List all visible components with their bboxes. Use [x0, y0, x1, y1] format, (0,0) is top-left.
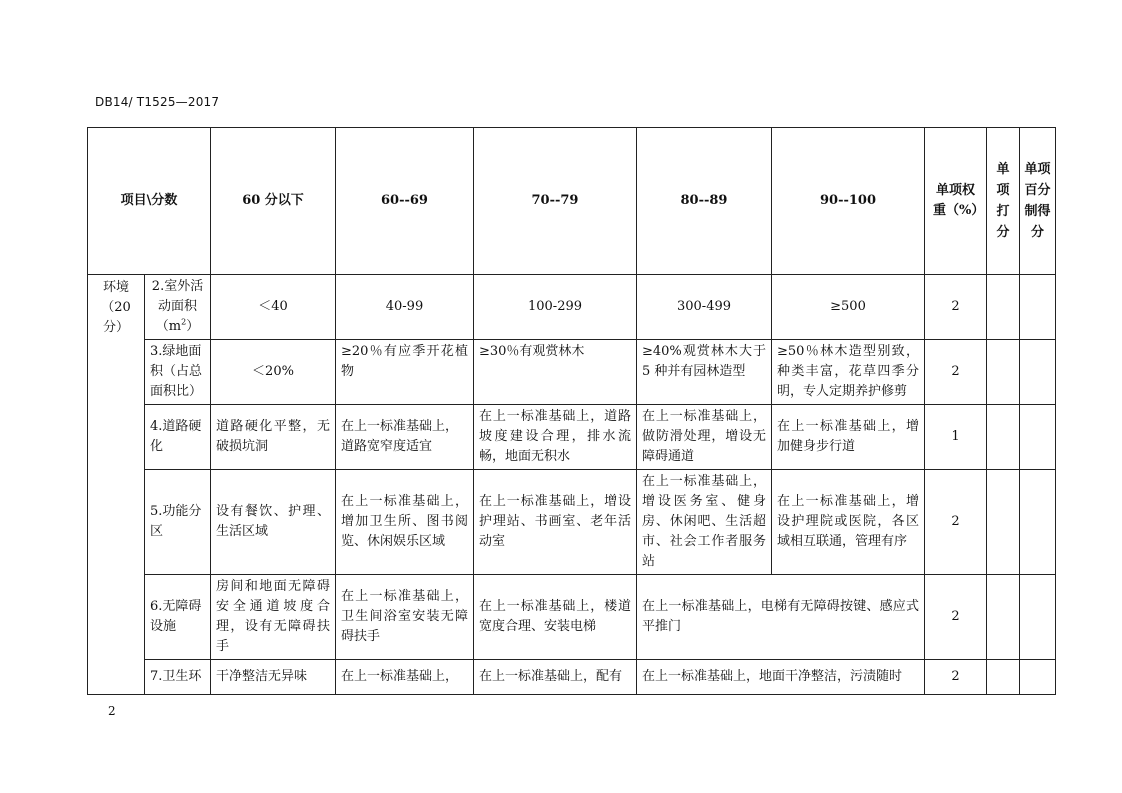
cell-90-100: 在上一标准基础上，增加健身步行道	[772, 405, 925, 470]
header-percent-score: 单项百分制得分	[1020, 128, 1056, 275]
cell-90-100: ≥50％林木造型别致，种类丰富，花草四季分明，专人定期养护修剪	[772, 340, 925, 405]
cell-percent-score[interactable]	[1020, 275, 1056, 340]
cell-80-89: 300-499	[637, 275, 772, 340]
table-row	[88, 275, 1056, 340]
cell-below-60: ＜20%	[211, 340, 336, 405]
cell-70-79: ≥30％有观赏林木	[474, 340, 637, 405]
item-label: 4.道路硬化	[145, 405, 211, 470]
evaluation-table	[87, 127, 1056, 695]
cell-70-79: 在上一标准基础上，道路坡度建设合理，排水流畅，地面无积水	[474, 405, 637, 470]
cell-score[interactable]	[987, 340, 1020, 405]
item-label: 3.绿地面积（占总面积比）	[145, 340, 211, 405]
cell-70-79: 100-299	[474, 275, 637, 340]
cell-percent-score[interactable]	[1020, 470, 1056, 575]
cell-below-60: ＜40	[211, 275, 336, 340]
cell-60-69: 40-99	[336, 275, 474, 340]
cell-90-100: 在上一标准基础上，增设护理院或医院，各区域相互联通，管理有序	[772, 470, 925, 575]
cell-below-60: 干净整洁无异味	[211, 660, 336, 695]
cell-below-60: 道路硬化平整，无破损坑洞	[211, 405, 336, 470]
document-code: DB14/ T1525—2017	[95, 95, 220, 109]
category-environment: 环境（20分）	[88, 275, 145, 695]
cell-percent-score[interactable]	[1020, 660, 1056, 695]
item-label: 7.卫生环	[145, 660, 211, 695]
table-row	[88, 660, 1056, 695]
cell-80-100: 在上一标准基础上，地面干净整洁，污渍随时	[637, 660, 925, 695]
table-row	[88, 470, 1056, 575]
cell-below-60: 设有餐饮、护理、生活区域	[211, 470, 336, 575]
cell-score[interactable]	[987, 405, 1020, 470]
table-row	[88, 405, 1056, 470]
cell-90-100: ≥500	[772, 275, 925, 340]
cell-80-89: ≥40%观赏林木大于 5 种并有园林造型	[637, 340, 772, 405]
cell-80-89: 在上一标准基础上，增设医务室、健身房、休闲吧、生活超市、社会工作者服务站	[637, 470, 772, 575]
cell-80-89: 在上一标准基础上，做防滑处理，增设无障碍通道	[637, 405, 772, 470]
cell-70-79: 在上一标准基础上，配有	[474, 660, 637, 695]
cell-percent-score[interactable]	[1020, 575, 1056, 660]
cell-weight: 1	[925, 405, 987, 470]
header-below-60: 60 分以下	[211, 128, 336, 275]
cell-60-69: ≥20％有应季开花植物	[336, 340, 474, 405]
table-header-row	[88, 128, 1056, 275]
table-row	[88, 575, 1056, 660]
cell-below-60: 房间和地面无障碍安全通道坡度合理，设有无障碍扶手	[211, 575, 336, 660]
header-70-79: 70--79	[474, 128, 637, 275]
cell-weight: 2	[925, 340, 987, 405]
table-row	[88, 340, 1056, 405]
page-number: 2	[108, 704, 116, 718]
cell-score[interactable]	[987, 470, 1020, 575]
cell-weight: 2	[925, 275, 987, 340]
header-60-69: 60--69	[336, 128, 474, 275]
cell-60-69: 在上一标准基础上，道路宽窄度适宜	[336, 405, 474, 470]
cell-weight: 2	[925, 575, 987, 660]
cell-80-100: 在上一标准基础上，电梯有无障碍按键、感应式平推门	[637, 575, 925, 660]
cell-70-79: 在上一标准基础上，楼道宽度合理、安装电梯	[474, 575, 637, 660]
header-score: 单项打分	[987, 128, 1020, 275]
cell-60-69: 在上一标准基础上，	[336, 660, 474, 695]
header-90-100: 90--100	[772, 128, 925, 275]
cell-70-79: 在上一标准基础上，增设护理站、书画室、老年活动室	[474, 470, 637, 575]
item-label: 6.无障碍设施	[145, 575, 211, 660]
cell-score[interactable]	[987, 575, 1020, 660]
cell-percent-score[interactable]	[1020, 340, 1056, 405]
cell-score[interactable]	[987, 660, 1020, 695]
cell-60-69: 在上一标准基础上，增加卫生所、图书阅览、休闲娱乐区域	[336, 470, 474, 575]
header-weight: 单项权重（%）	[925, 128, 987, 275]
item-label: 2.室外活动面积$(m^2)$	[145, 275, 211, 340]
item-label: 5.功能分区	[145, 470, 211, 575]
cell-score[interactable]	[987, 275, 1020, 340]
cell-percent-score[interactable]	[1020, 405, 1056, 470]
header-item: 项目\分数	[88, 128, 211, 275]
cell-weight: 2	[925, 660, 987, 695]
cell-weight: 2	[925, 470, 987, 575]
cell-60-69: 在上一标准基础上，卫生间浴室安装无障碍扶手	[336, 575, 474, 660]
header-80-89: 80--89	[637, 128, 772, 275]
